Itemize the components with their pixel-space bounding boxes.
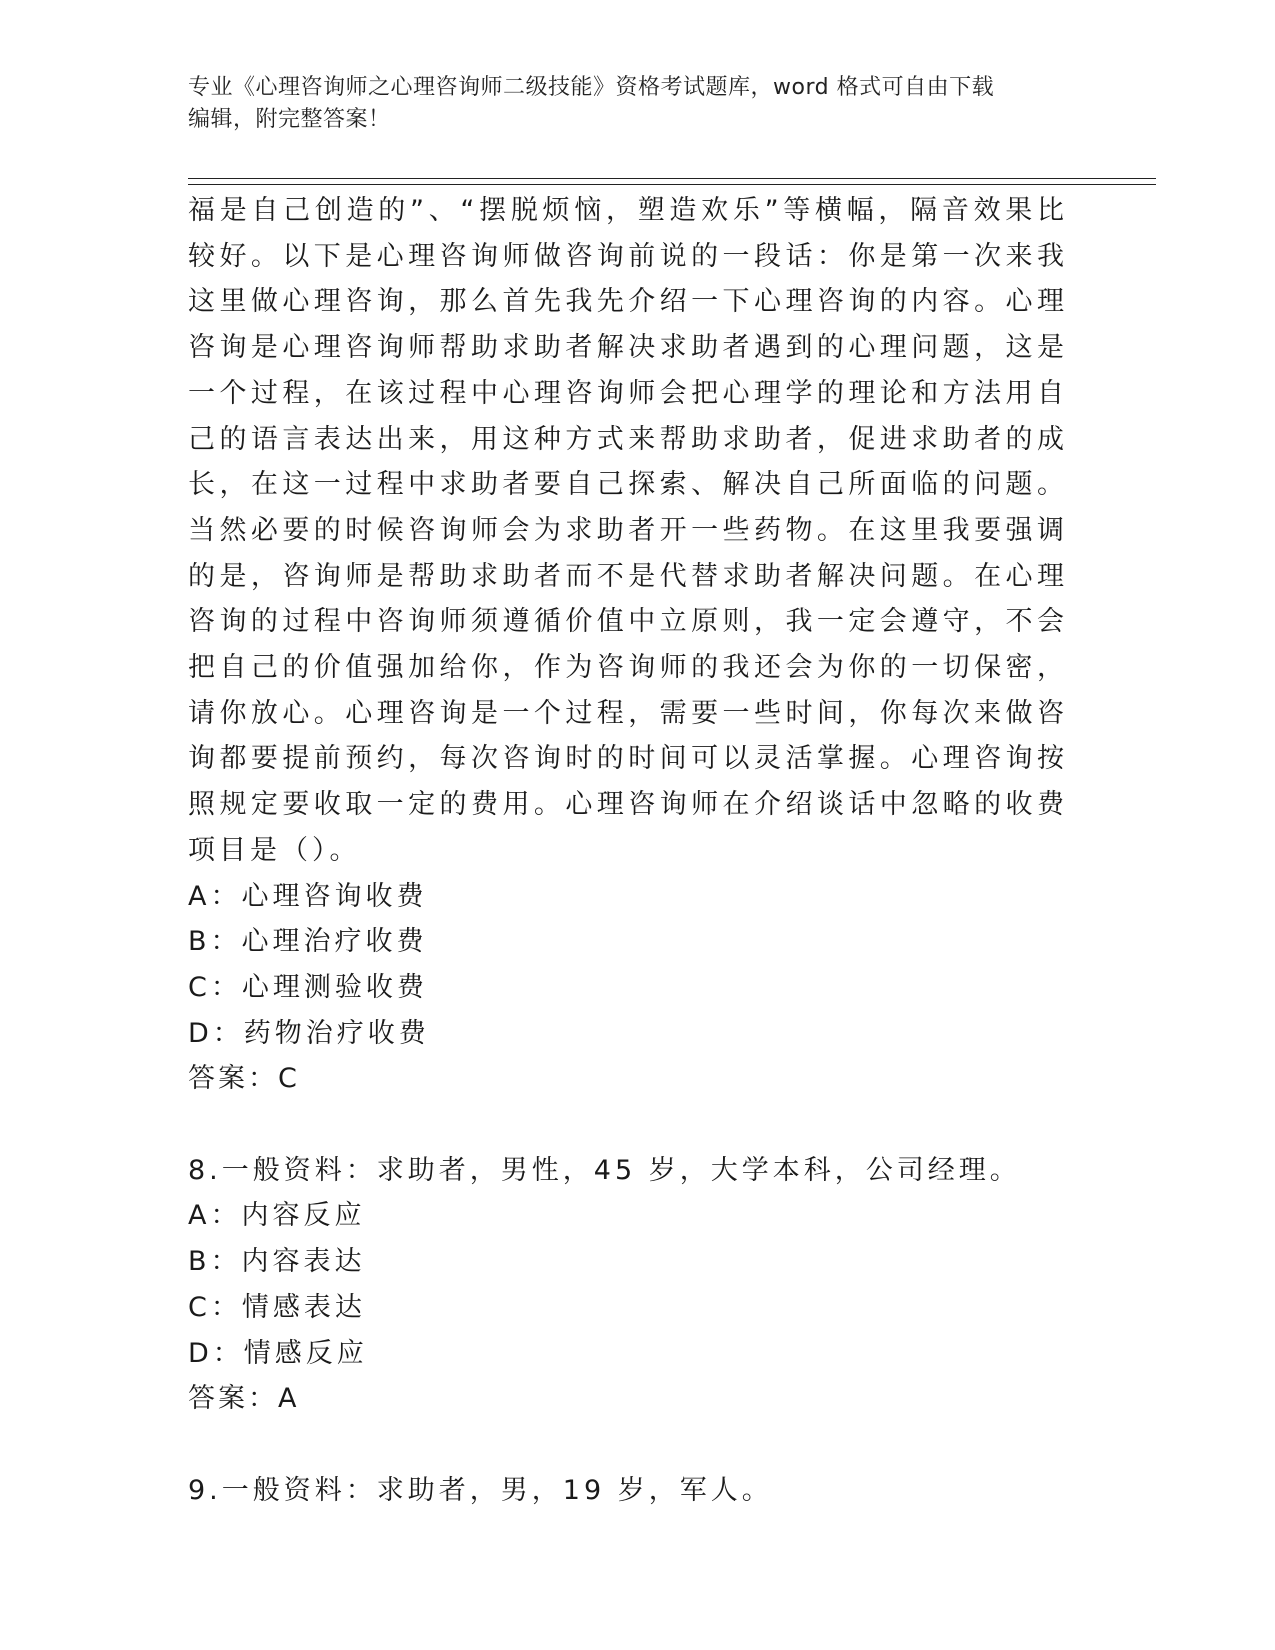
answer-line: 答案：C xyxy=(188,1063,300,1095)
answer-line: 答案：A xyxy=(188,1383,300,1415)
spacer xyxy=(188,1422,1068,1468)
question-stem: 福是自己创造的”、“摆脱烦恼，塑造欢乐”等横幅，隔音效果比较好。以下是心理咨询师做咨询前说的一段话：你是第一次来我这里做心理咨询，那么首先我先介绍一下心理咨询的内容。心理咨询是心理咨询师帮助求助者解决求助者遇到的心理问题，这是一个过程，在该过程中心理咨询师会把心理学的理论和方法用自己的语言表达出来，用这种方式来帮助求助者，促进求助者的成长，在这一过程中求助者要自己探索、解决自己所面临的问题。当然必要的时候咨询师会为求助者开一些药物。在这里我要强调的是，咨询师是帮助求助者而不是代替求助者解决问题。在心理咨询的过程中咨询师须遵循价值中立原则，我一定会遵守，不会把自己的价值强加给你，作为咨询师的我还会为你的一切保密，请你放心。心理咨询是一个过程，需要一些时间，你每次来做咨询都要提前预约，每次咨询时的时间可以灵活掌握。心理咨询按照规定要收取一定的费用。心理咨询师在介绍谈话中忽略的收费项目是（）。 xyxy=(188,195,1068,866)
option-a: A：心理咨询收费 xyxy=(188,880,428,912)
page-header xyxy=(188,72,1068,136)
question-stem: 9.一般资料：求助者，男，19 岁，军人。 xyxy=(188,1474,773,1506)
document-body xyxy=(188,188,1068,1513)
spacer xyxy=(188,1102,1068,1148)
option-a: A：内容反应 xyxy=(188,1200,366,1232)
option-b: B：内容表达 xyxy=(188,1246,366,1278)
option-c: C：心理测验收费 xyxy=(188,971,428,1003)
option-b: B：心理治疗收费 xyxy=(188,926,428,958)
question-7-continued xyxy=(188,188,1068,1102)
option-c: C：情感表达 xyxy=(188,1291,366,1323)
question-stem: 8.一般资料：求助者，男性，45 岁，大学本科，公司经理。 xyxy=(188,1154,1021,1186)
header-rule-top xyxy=(188,178,1156,179)
question-8 xyxy=(188,1148,1068,1422)
header-line-2: 编辑，附完整答案！ xyxy=(188,107,391,132)
question-9 xyxy=(188,1468,1068,1514)
header-line-1: 专业《心理咨询师之心理咨询师二级技能》资格考试题库，word 格式可自由下载 xyxy=(188,75,995,100)
option-d: D：药物治疗收费 xyxy=(188,1017,430,1049)
option-d: D：情感反应 xyxy=(188,1337,368,1369)
header-rule-bottom xyxy=(188,184,1156,185)
